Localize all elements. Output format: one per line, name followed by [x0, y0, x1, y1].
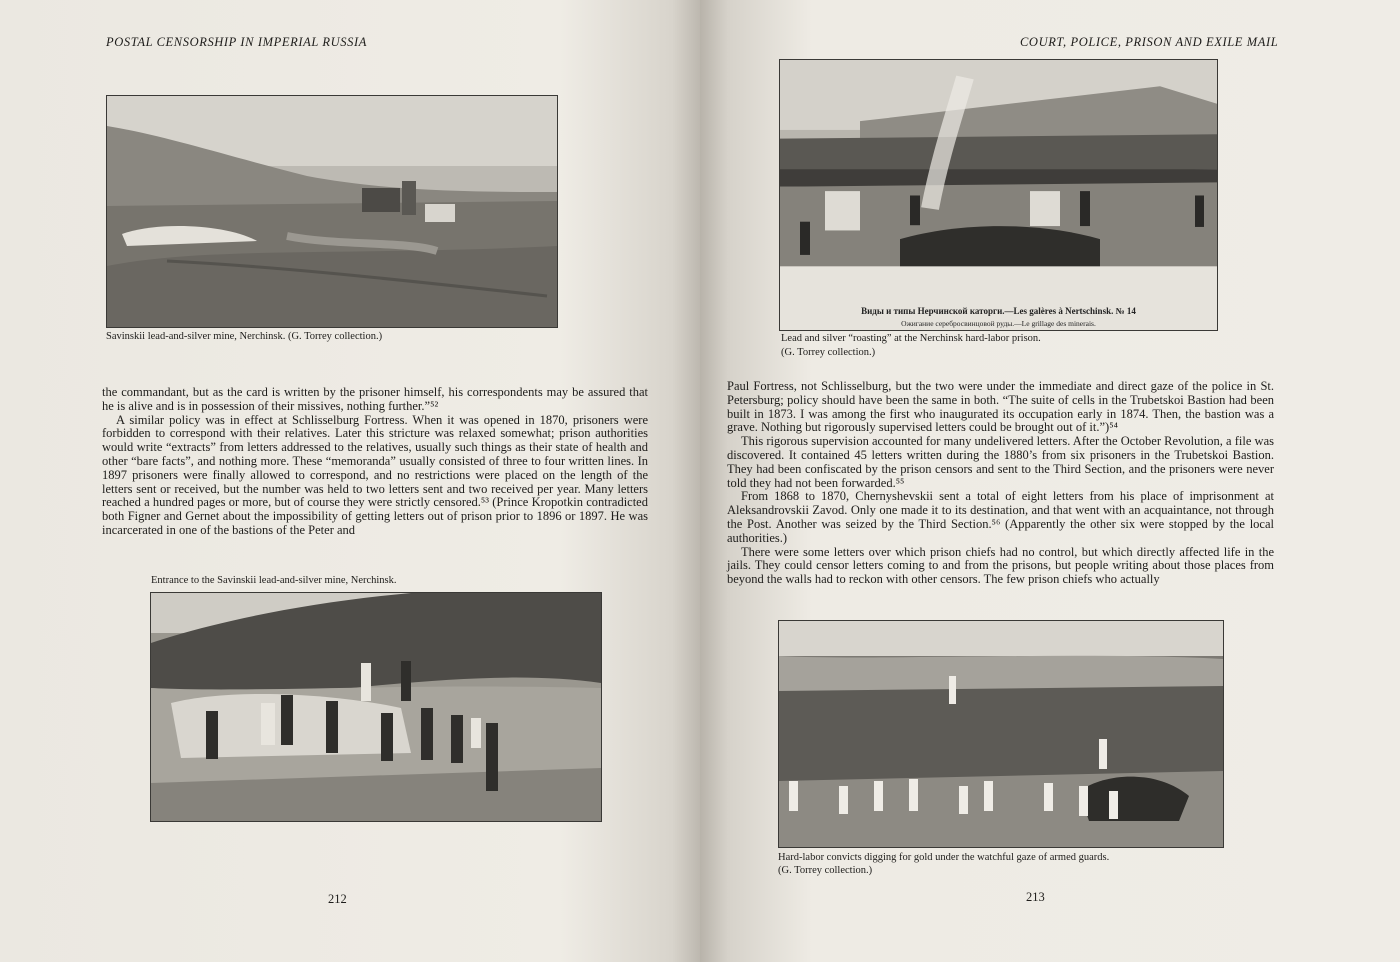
left-body-text	[102, 386, 648, 538]
running-head-right: COURT, POLICE, PRISON AND EXILE MAIL	[1020, 35, 1279, 49]
caption-ore-roasting-line1: Lead and silver “roasting” at the Nerchinsk hard-labor prison.	[781, 333, 1041, 344]
caption-savinskii-mine: Savinskii lead-and-silver mine, Nerchinsk. (G. Torrey collection.)	[106, 331, 383, 342]
right-paragraph-2: This rigorous supervision accounted for many undelivered letters. After the October Revolution, a file was discovered. It contained 45 letters written during the 1880’s from six prisoners in the Trubetskoi Bastion. They had been confiscated by the prison censors and sent to the Third Section, and the prisoners were never told they had not been forwarded.⁵⁵	[727, 434, 1274, 490]
right-page	[700, 0, 1400, 962]
running-head-left: POSTAL CENSORSHIP IN IMPERIAL RUSSIA	[106, 35, 367, 49]
photo-ore-roasting	[779, 59, 1218, 331]
caption-ore-roasting-line2: (G. Torrey collection.)	[781, 347, 876, 358]
left-paragraph-1: the commandant, but as the card is written by the prisoner himself, his correspondents may be assured that he is alive and is in possession of their missives, nothing further.”⁵²	[102, 385, 648, 413]
postcard-title-line2: Ожигание серебросвинцовой руды.—Le grillage des minerais.	[901, 319, 1096, 328]
right-body-text	[727, 380, 1274, 587]
caption-gold-digging-line2: (G. Torrey collection.)	[778, 865, 873, 876]
left-paragraph-2: A similar policy was in effect at Schlisselburg Fortress. When it was opened in 1870, prisoners were forbidden to correspond with their relatives. Later this stricture was relaxed somewhat; prison authorities would write “extracts” from letters addressed to the relatives, usually such things as their state of health and other “bare facts”, and nothing more. These “memoranda” usually consisted of three to four written lines. In 1897 prisoners were finally allowed to correspond, and no restrictions were placed on the length of the letters sent or received, but the number was held to two letters sent and two received per year. Many letters reached a hundred pages or more, but of course they were strictly censored.⁵³ (Prince Kropotkin contradicted both Figner and Gernet about the impossibility of getting letters out of prison prior to 1896 or 1897. He was incarcerated in one of the bastions of the Peter and	[102, 412, 648, 537]
right-paragraph-4: There were some letters over which prison chiefs had no control, but which directly affected life in the jails. They could censor letters coming to and from the prisons, but people writing about those places from beyond the walls had to reckon with other censors. The few prison chiefs who actually	[727, 544, 1274, 587]
photo-gold-digging	[778, 620, 1224, 848]
caption-mine-entrance: Entrance to the Savinskii lead-and-silver mine, Nerchinsk.	[151, 575, 397, 586]
caption-gold-digging-line1: Hard-labor convicts digging for gold under the watchful gaze of armed guards.	[778, 852, 1110, 863]
right-paragraph-1: Paul Fortress, not Schlisselburg, but the two were under the immediate and direct gaze of the police in St. Petersburg; policy should have been the same in both. “The suite of cells in the Trubetskoi Bastion had been built in 1873. I was among the first who inaugurated its occupation early in 1874. Then, the bastion was a grave. Nothing but rigorously supervised letters could be brought out of it.”)⁵⁴	[727, 379, 1274, 435]
page-number-left: 212	[328, 892, 347, 906]
right-paragraph-3: From 1868 to 1870, Chernyshevskii sent a total of eight letters from his place of imprisonment at Aleksandrovskii Zavod. Only one made it to its destination, and that went with an acquaintance, not through the Post. Another was seized by the Third Section.⁵⁶ (Apparently the other six were stopped by the local authorities.)	[727, 489, 1274, 545]
postcard-title-line1: Виды и типы Нерчинской каторги.—Les galères à Nertschinsk. № 14	[861, 306, 1136, 316]
photo-mine-entrance	[150, 592, 602, 822]
page-number-right: 213	[1026, 890, 1045, 904]
photo-savinskii-mine	[106, 95, 558, 328]
